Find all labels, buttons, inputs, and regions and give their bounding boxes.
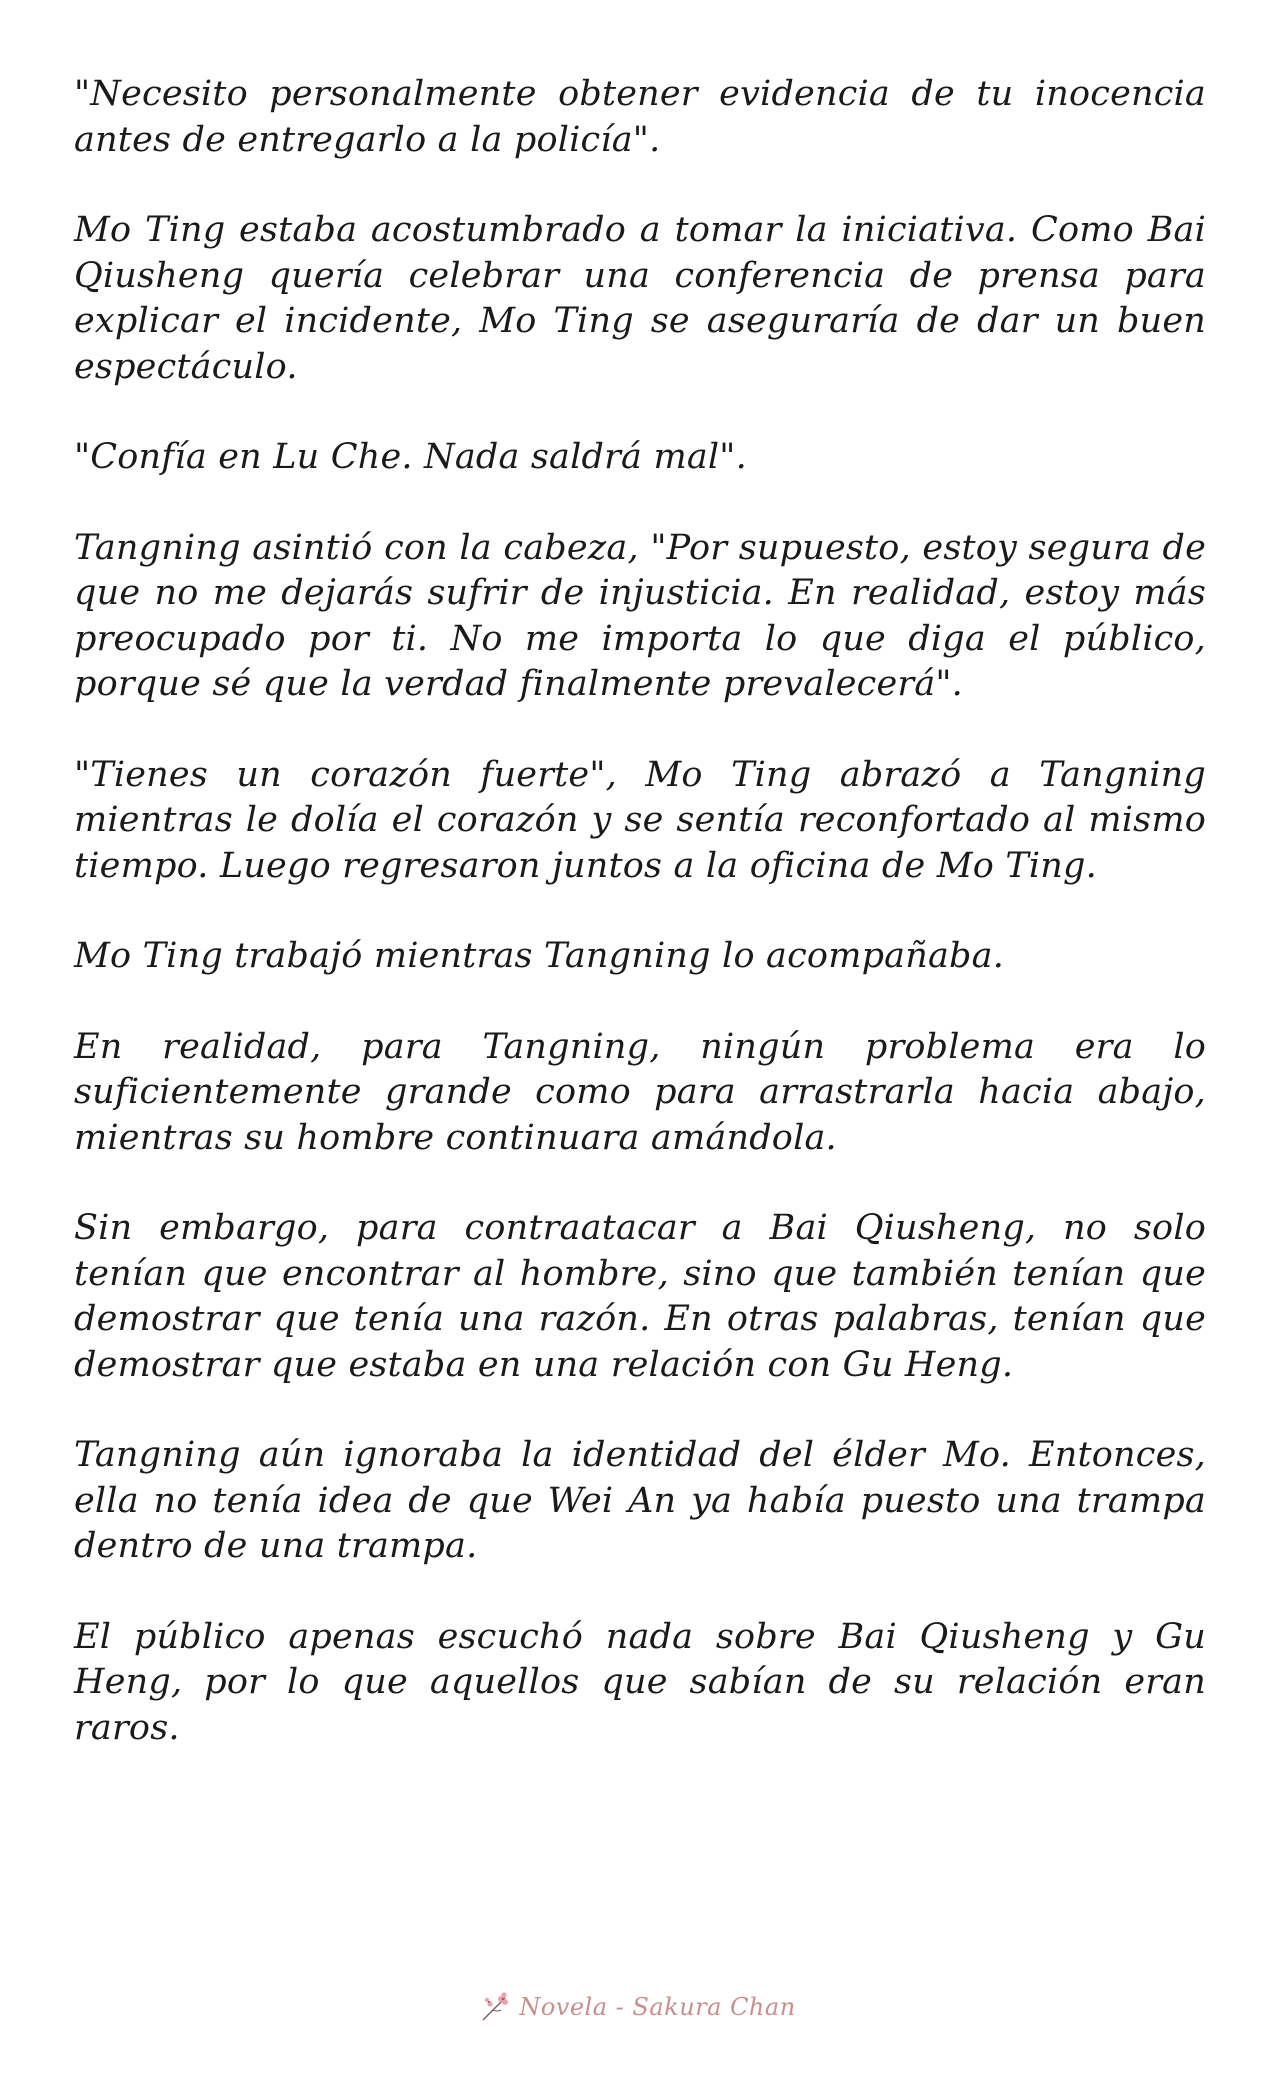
paragraph-9: Tangning aún ignoraba la identidad del élder Mo. Entonces, ella no tenía idea de que Wei An ya había puesto una trampa dentro de una trampa. — [74, 1435, 1206, 1566]
paragraph-4: Tangning asintió con la cabeza, "Por supuesto, estoy segura de que no me dejarás sufrir de injusticia. En realidad, estoy más preocupado por ti. No me importa lo que diga el público, porque sé que la verdad finalmente prevalecerá". — [74, 527, 1206, 704]
paragraph-1: "Necesito personalmente obtener evidencia de tu inocencia antes de entregarlo a la policía". — [74, 74, 1206, 160]
paragraph-5: "Tienes un corazón fuerte", Mo Ting abrazó a Tangning mientras le dolía el corazón y se sentía reconfortado al mismo tiempo. Luego regresaron juntos a la oficina de Mo Ting. — [74, 754, 1206, 886]
paragraph-6: Mo Ting trabajó mientras Tangning lo acompañaba. — [74, 936, 1005, 976]
footer-watermark — [0, 1990, 1275, 2024]
sakura-blossom-icon — [479, 1990, 513, 2024]
paragraph-2: Mo Ting estaba acostumbrado a tomar la iniciativa. Como Bai Qiusheng quería celebrar una conferencia de prensa para explicar el incidente, Mo Ting se aseguraría de dar un buen espectáculo. — [74, 210, 1206, 387]
paragraph-7: En realidad, para Tangning, ningún problema era lo suficientemente grande como para arrastrarla hacia abajo, mientras su hombre continuara amándola. — [74, 1026, 1206, 1158]
paragraph-3: "Confía en Lu Che. Nada saldrá mal". — [74, 437, 747, 477]
paragraph-8: Sin embargo, para contraatacar a Bai Qiusheng, no solo tenían que encontrar al hombre, sino que también tenían que demostrar que tenía una razón. En otras palabras, tenían que demostrar que estaba en una relación con Gu Heng. — [74, 1208, 1206, 1385]
document-body — [74, 72, 1206, 1796]
paragraph-10: El público apenas escuchó nada sobre Bai Qiusheng y Gu Heng, por lo que aquellos que sabían de su relación eran raros. — [74, 1616, 1206, 1748]
footer-text: Novela - Sakura Chan — [519, 1993, 796, 2021]
